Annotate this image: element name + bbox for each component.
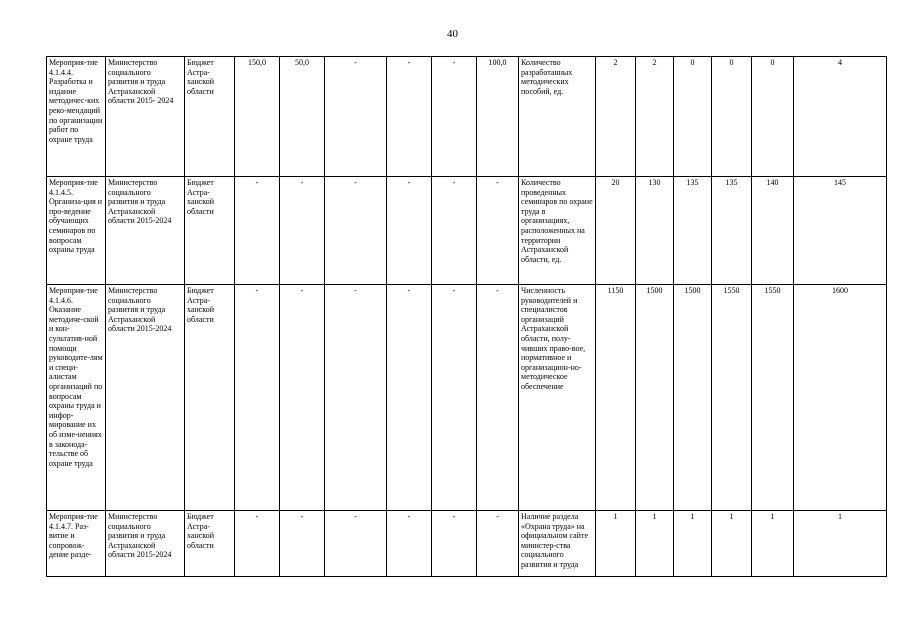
funding-cell: 150,0	[235, 57, 280, 177]
indicator-value-cell: 1600	[794, 285, 887, 511]
indicator-value-cell: 1	[752, 511, 794, 577]
indicator-value-cell: 0	[674, 57, 712, 177]
funding-source-cell: Бюджет Астра-ханской области	[185, 57, 235, 177]
indicator-value-cell: 1	[636, 511, 674, 577]
indicator-cell: Количество проведенных семинаров по охране труда в организациях, расположенных на территории Астраханской области, ед.	[519, 177, 596, 285]
table-row	[47, 177, 887, 285]
indicator-value-cell: 1	[712, 511, 752, 577]
activity-cell: Мероприя-тие 4.1.4.6. Оказание методиче-ской и кон-сультатив-ной помощи руководите-лям и специ-алистам организаций по вопросам охраны труда и инфор-мирование их об изме-нениях в законода-тельстве об охране труда	[47, 285, 106, 511]
indicator-value-cell: 135	[712, 177, 752, 285]
funding-cell: -	[477, 285, 519, 511]
indicator-value-cell: 1550	[752, 285, 794, 511]
funding-cell: -	[432, 511, 477, 577]
funding-cell: -	[432, 177, 477, 285]
funding-cell: -	[477, 177, 519, 285]
funding-cell: -	[280, 177, 325, 285]
indicator-value-cell: 1550	[712, 285, 752, 511]
indicator-value-cell: 2	[596, 57, 636, 177]
indicator-value-cell: 4	[794, 57, 887, 177]
funding-cell: -	[280, 285, 325, 511]
indicator-value-cell: 0	[712, 57, 752, 177]
indicator-value-cell: 1500	[636, 285, 674, 511]
funding-cell: -	[325, 511, 387, 577]
funding-cell: -	[325, 57, 387, 177]
program-activities-table	[46, 56, 887, 577]
funding-cell: -	[387, 177, 432, 285]
funding-cell: -	[235, 511, 280, 577]
indicator-value-cell: 135	[674, 177, 712, 285]
indicator-value-cell: 140	[752, 177, 794, 285]
executor-cell: Министерство социального развития и труда Астраханской области 2015-2024	[106, 177, 185, 285]
indicator-value-cell: 1	[794, 511, 887, 577]
funding-cell: -	[477, 511, 519, 577]
funding-source-cell: Бюджет Астра-ханской области	[185, 511, 235, 577]
activity-cell: Мероприя-тие 4.1.4.4. Разработка и издание методичес-ких реко-мендаций по организации работ по охране труда	[47, 57, 106, 177]
table-row	[47, 511, 887, 577]
funding-source-cell: Бюджет Астра-ханской области	[185, 177, 235, 285]
table-row	[47, 285, 887, 511]
funding-cell: -	[432, 285, 477, 511]
funding-cell: -	[325, 177, 387, 285]
executor-cell: Министерство социального развития и труда Астраханской области 2015-2024	[106, 511, 185, 577]
funding-cell: -	[280, 511, 325, 577]
funding-cell: -	[235, 177, 280, 285]
indicator-cell: Наличие раздела «Охрана труда» на официальном сайте министер-ства социального развития и труда	[519, 511, 596, 577]
executor-cell: Министерство социального развития и труда Астраханской области 2015- 2024	[106, 57, 185, 177]
table-row	[47, 57, 887, 177]
funding-cell: 50,0	[280, 57, 325, 177]
indicator-value-cell: 1150	[596, 285, 636, 511]
funding-source-cell: Бюджет Астра-ханской области	[185, 285, 235, 511]
funding-cell: -	[235, 285, 280, 511]
funding-cell: -	[387, 511, 432, 577]
indicator-value-cell: 1	[596, 511, 636, 577]
indicator-value-cell: 145	[794, 177, 887, 285]
page-number: 40	[447, 28, 458, 40]
indicator-value-cell: 1	[674, 511, 712, 577]
indicator-value-cell: 20	[596, 177, 636, 285]
indicator-value-cell: 0	[752, 57, 794, 177]
indicator-value-cell: 1500	[674, 285, 712, 511]
funding-cell: -	[432, 57, 477, 177]
indicator-value-cell: 130	[636, 177, 674, 285]
indicator-cell: Количество разработанных методических пособий, ед.	[519, 57, 596, 177]
activity-cell: Мероприя-тие 4.1.4.5. Организа-ция и про-ведение обучающих семинаров по вопросам охраны труда	[47, 177, 106, 285]
indicator-value-cell: 2	[636, 57, 674, 177]
indicator-cell: Численность руководителей и специалистов организаций Астраханской области, полу-чивших право-вое, нормативное и организацион-но-методическое обеспечение	[519, 285, 596, 511]
activity-cell: Мероприя-тие 4.1.4.7. Раз-витие и сопровож-дение разде-	[47, 511, 106, 577]
funding-cell: -	[387, 285, 432, 511]
funding-cell: -	[325, 285, 387, 511]
funding-cell: -	[387, 57, 432, 177]
funding-cell: 100,0	[477, 57, 519, 177]
executor-cell: Министерство социального развития и труда Астраханской области 2015-2024	[106, 285, 185, 511]
